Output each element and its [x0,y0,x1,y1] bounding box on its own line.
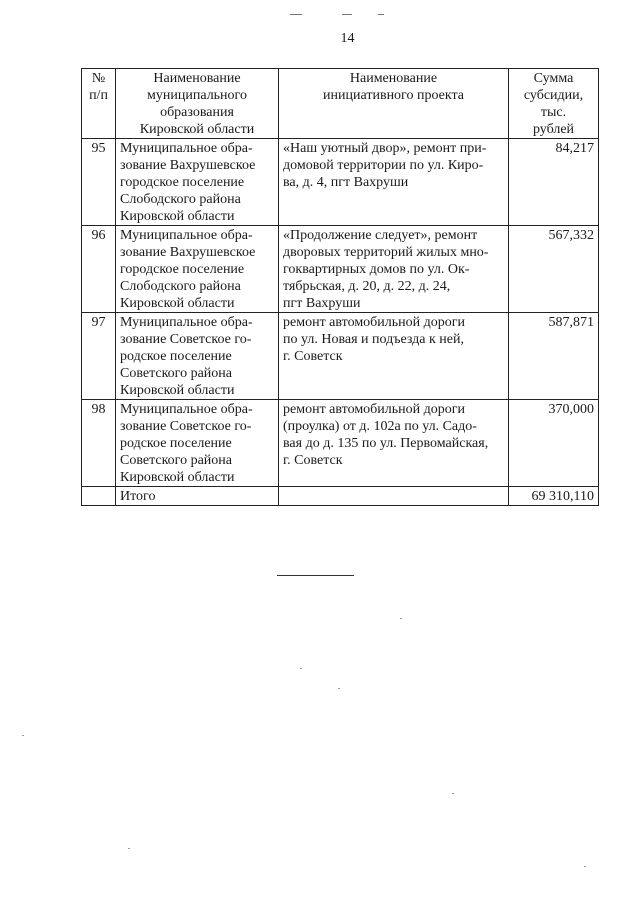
project-text: «Наш уютный двор», ремонт при- домовой территории по ул. Киро- ва, д. 4, пгт Вахруши [283,141,487,190]
project-text: «Продолжение следует», ремонт дворовых территорий жилых мно- гоквартирных домов по ул. Ок- тябрьская, д. 20, д. 22, д. 24, пгт Вахруши [283,228,489,311]
municipality-text: Муниципальное обра- зование Советское го- родское поселение Советского района Кировской области [120,315,253,398]
closing-rule [277,575,354,576]
scan-marks [290,14,400,18]
row-municipality [116,400,279,487]
header-project-text: Наименование инициативного проекта [323,71,464,103]
table-row [82,226,599,313]
scan-speck [584,866,586,867]
table-row [82,400,599,487]
row-amount: 84,217 [509,139,599,226]
municipality-text: Муниципальное обра- зование Вахрушевское городское поселение Слободского района Кировской области [120,141,256,224]
row-number: 97 [82,313,116,400]
row-municipality [116,226,279,313]
municipality-text: Муниципальное обра- зование Вахрушевское городское поселение Слободского района Кировской области [120,228,256,311]
scan-speck [338,688,340,689]
row-number: 96 [82,226,116,313]
municipality-text: Муниципальное обра- зование Советское го- родское поселение Советского района Кировской области [120,402,253,485]
scan-speck [22,735,24,736]
project-text: ремонт автомобильной дороги (проулка) от д. 102а по ул. Садо- вая до д. 135 по ул. Первомайская, г. Советск [283,402,489,468]
total-empty-cell [279,487,509,506]
scan-speck [128,848,130,849]
row-amount: 370,000 [509,400,599,487]
header-number-text: № п/п [89,71,108,103]
header-number [82,69,116,139]
row-amount: 567,332 [509,226,599,313]
table-row [82,313,599,400]
row-amount: 587,871 [509,313,599,400]
total-amount: 69 310,110 [509,487,599,506]
table-row [82,139,599,226]
total-empty-cell [82,487,116,506]
row-project [279,226,509,313]
row-number: 98 [82,400,116,487]
header-amount [509,69,599,139]
scan-speck [300,668,302,669]
subsidies-table [81,68,599,506]
row-project [279,400,509,487]
project-text: ремонт автомобильной дороги по ул. Новая и подъезда к ней, г. Советск [283,315,466,364]
row-municipality [116,313,279,400]
row-project [279,313,509,400]
header-municipality [116,69,279,139]
row-municipality [116,139,279,226]
header-municipality-text: Наименование муниципального образования Кировской области [139,71,255,137]
page-number: 14 [340,31,355,46]
table-header-row [82,69,599,139]
header-amount-text: Сумма субсидии, тыс. рублей [523,71,584,137]
scan-speck [452,793,454,794]
total-label: Итого [116,487,279,506]
total-row [82,487,599,506]
row-number: 95 [82,139,116,226]
header-project [279,69,509,139]
scan-speck [400,618,402,619]
row-project [279,139,509,226]
